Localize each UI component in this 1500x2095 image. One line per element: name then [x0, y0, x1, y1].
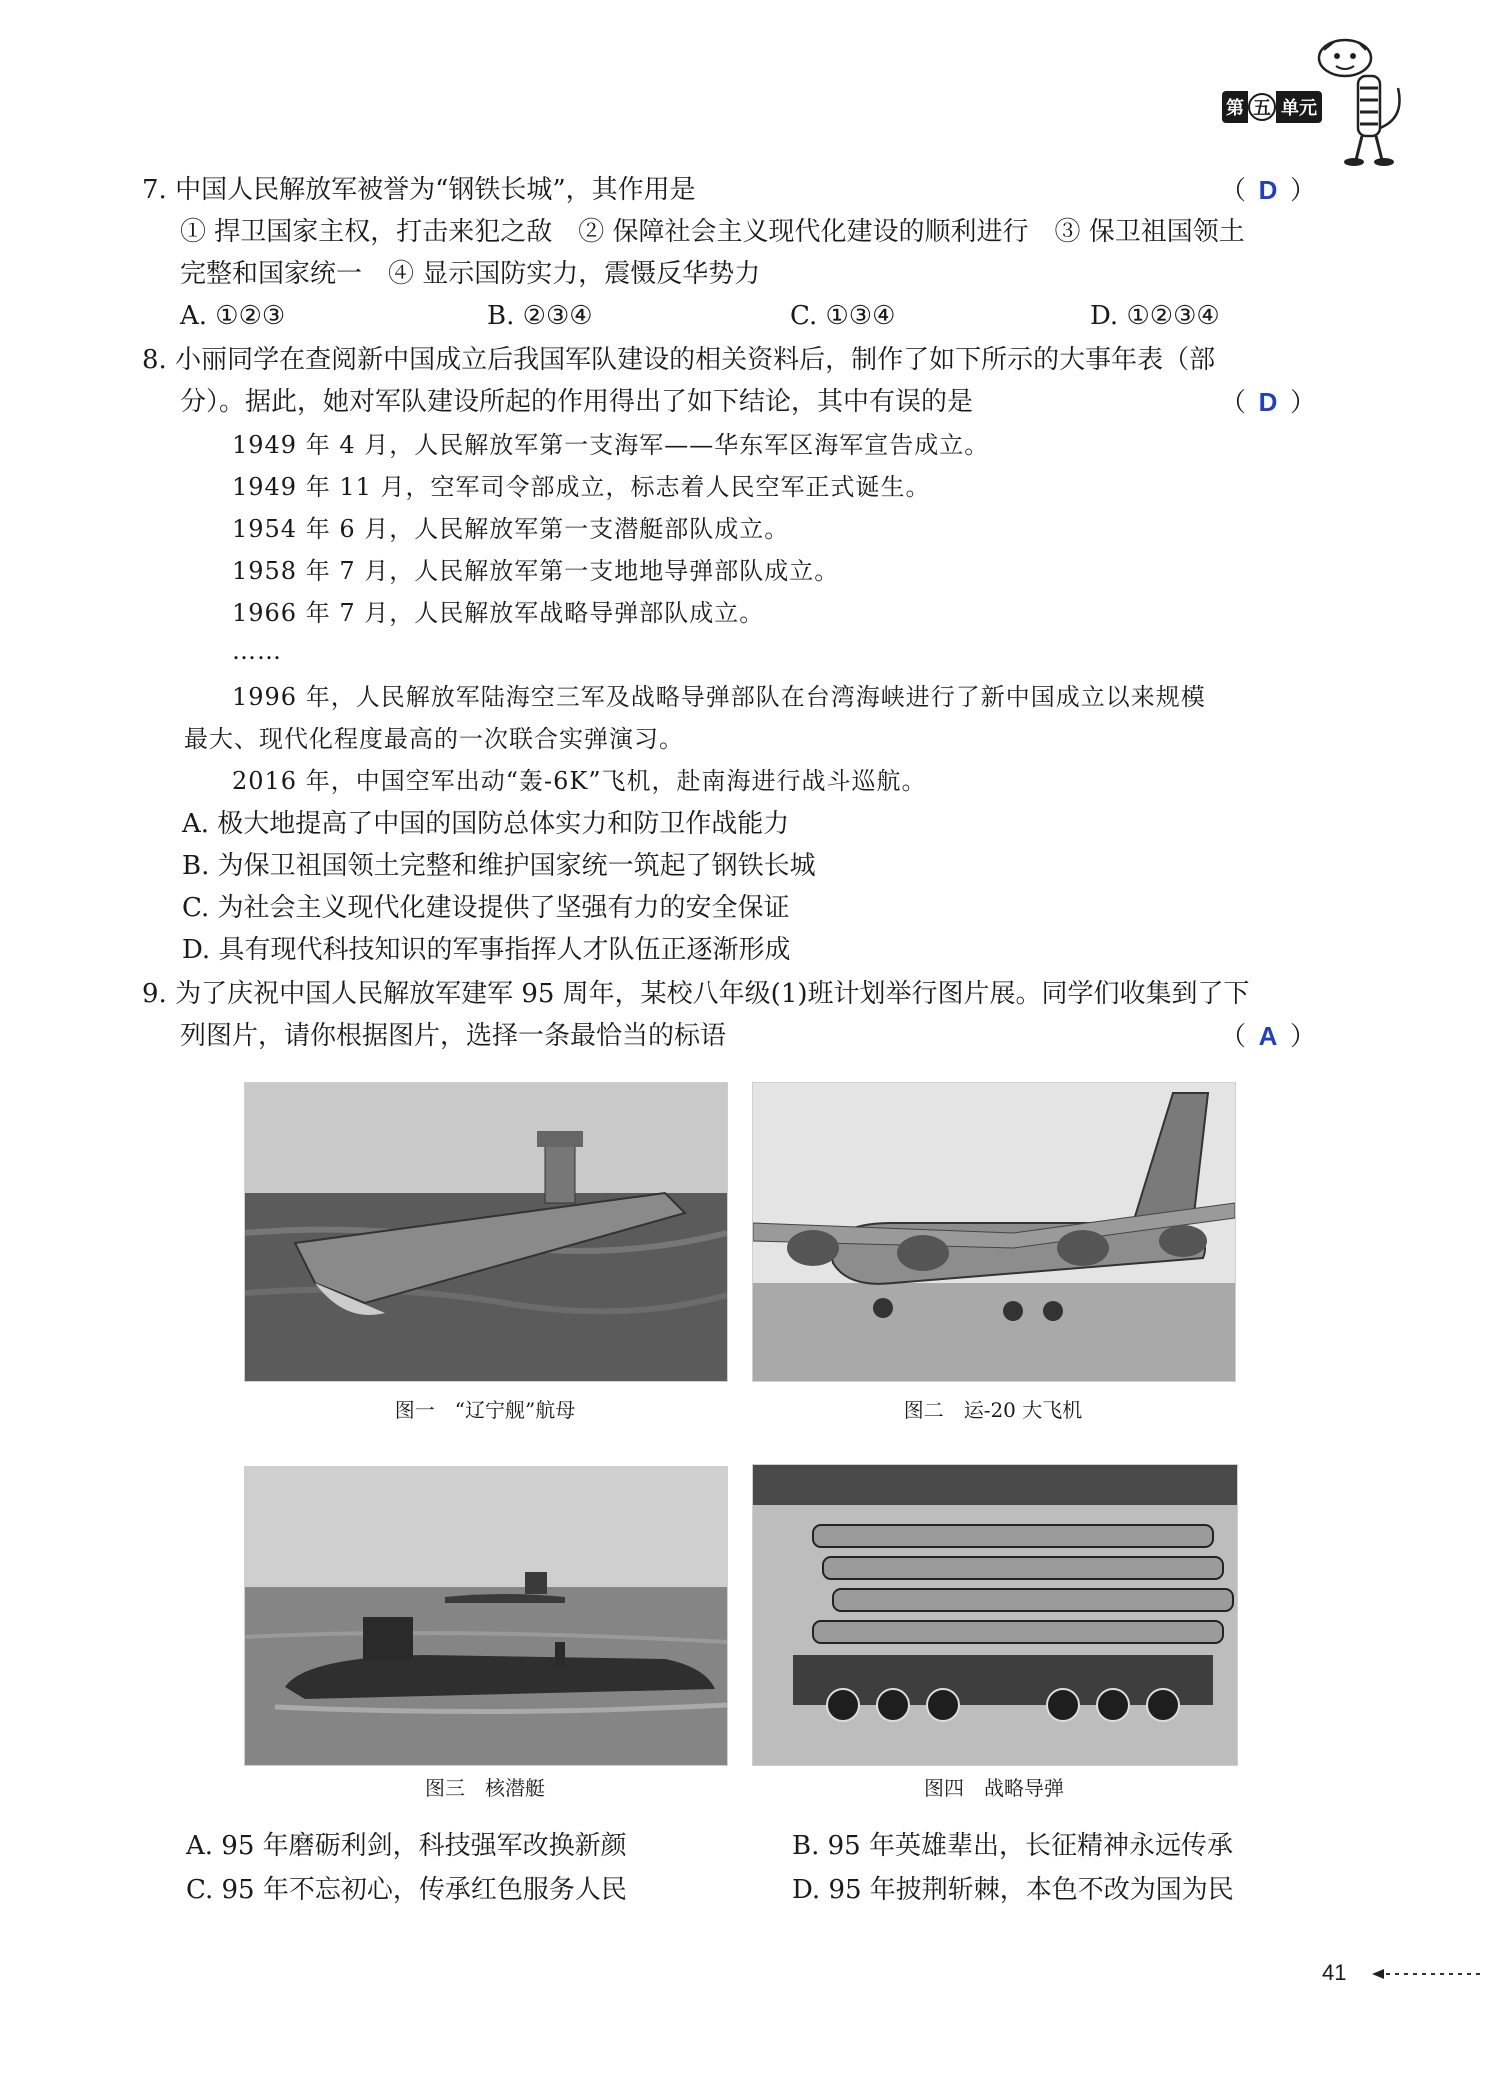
photo-submarine: [244, 1466, 728, 1766]
q8-material-6-cont: 最大、现代化程度最高的一次联合实弹演习。: [184, 725, 684, 753]
q7-option-c: C. ①③④: [790, 301, 896, 331]
photo-missiles: [752, 1464, 1238, 1766]
q8-material-7: 2016 年，中国空军出动“轰-6K”飞机，赴南海进行战斗巡航。: [232, 767, 927, 795]
submarine-icon: [245, 1467, 727, 1765]
q9-option-a: A. 95 年磨砺利剑，科技强军改换新颜: [186, 1831, 627, 1861]
unit-badge-prefix: 第: [1222, 91, 1248, 123]
q8-option-d: D. 具有现代科技知识的军事指挥人才队伍正逐渐形成: [182, 935, 791, 965]
unit-badge-suffix: 单元: [1276, 91, 1322, 123]
q8-stem-line2: 分）。据此，她对军队建设所起的作用得出了如下结论，其中有误的是: [180, 387, 974, 417]
caption-fig4: 图四 战略导弹: [924, 1776, 1064, 1800]
q9-answer: A: [1258, 1021, 1278, 1051]
tiger-mascot-icon: [1310, 28, 1410, 168]
q8-answer: D: [1258, 387, 1278, 417]
q9-stem-line2: 列图片，请你根据图片，选择一条最恰当的标语: [180, 1021, 727, 1051]
q7-option-a: A. ①②③: [180, 301, 286, 331]
q7-statements-line1: ① 捍卫国家主权，打击来犯之敌 ② 保障社会主义现代化建设的顺利进行 ③ 保卫祖国领土: [180, 217, 1245, 247]
q8-material-1: 1949 年 4 月，人民解放军第一支海军——华东军区海军宣告成立。: [232, 431, 990, 459]
q8-option-c: C. 为社会主义现代化建设提供了坚强有力的安全保证: [182, 893, 790, 923]
q7-answer: D: [1258, 175, 1278, 205]
q9-option-b: B. 95 年英雄辈出，长征精神永远传承: [792, 1831, 1233, 1861]
caption-fig3: 图三 核潜艇: [425, 1776, 545, 1800]
q9-option-d: D. 95 年披荆斩棘，本色不改为国为民: [792, 1875, 1234, 1905]
q9-stem-line1: 9. 为了庆祝中国人民解放军建军 95 周年，某校八年级(1)班计划举行图片展。同学们收集到了下: [142, 979, 1250, 1009]
photo-aircraft-carrier: [244, 1082, 728, 1382]
q7-answer-bracket: （ D ）: [1220, 172, 1316, 209]
q8-stem-line1: 8. 小丽同学在查阅新中国成立后我国军队建设的相关资料后，制作了如下所示的大事年表（部: [142, 345, 1216, 375]
q7-option-b: B. ②③④: [487, 301, 593, 331]
missile-convoy-icon: [753, 1465, 1237, 1765]
caption-fig1: 图一 “辽宁舰”航母: [394, 1398, 576, 1422]
q8-material-6: 1996 年，人民解放军陆海空三军及战略导弹部队在台湾海峡进行了新中国成立以来规模: [232, 683, 1206, 711]
header-mascot: [1310, 28, 1410, 168]
q8-answer-bracket: （ D ）: [1220, 384, 1316, 421]
q7-option-d: D. ①②③④: [1090, 301, 1220, 331]
aircraft-carrier-icon: [245, 1083, 727, 1381]
q8-material-2: 1949 年 11 月，空军司令部成立，标志着人民空军正式诞生。: [232, 473, 931, 501]
page-number: 41: [1322, 1960, 1347, 1985]
unit-badge: [1222, 92, 1322, 122]
q8-material-3: 1954 年 6 月，人民解放军第一支潜艇部队成立。: [232, 515, 790, 543]
q9-answer-bracket: （ A ）: [1220, 1018, 1316, 1055]
caption-fig2: 图二 运-20 大飞机: [903, 1398, 1083, 1422]
q8-option-b: B. 为保卫祖国领土完整和维护国家统一筑起了钢铁长城: [182, 851, 816, 881]
unit-badge-number: 五: [1248, 93, 1276, 121]
transport-aircraft-icon: [753, 1083, 1235, 1381]
q9-option-c: C. 95 年不忘初心，传承红色服务人民: [186, 1875, 627, 1905]
q7-stem: 7. 中国人民解放军被誉为“钢铁长城”，其作用是: [142, 175, 696, 205]
q8-material-ellipsis: ……: [232, 637, 282, 665]
page-number-arrow-icon: [1372, 1966, 1482, 1982]
photo-transport-aircraft: [752, 1082, 1236, 1382]
q8-material-4: 1958 年 7 月，人民解放军第一支地地导弹部队成立。: [232, 557, 840, 585]
q8-option-a: A. 极大地提高了中国的国防总体实力和防卫作战能力: [182, 809, 790, 839]
q7-statements-line2: 完整和国家统一 ④ 显示国防实力，震慑反华势力: [180, 259, 761, 289]
q8-material-5: 1966 年 7 月，人民解放军战略导弹部队成立。: [232, 599, 765, 627]
